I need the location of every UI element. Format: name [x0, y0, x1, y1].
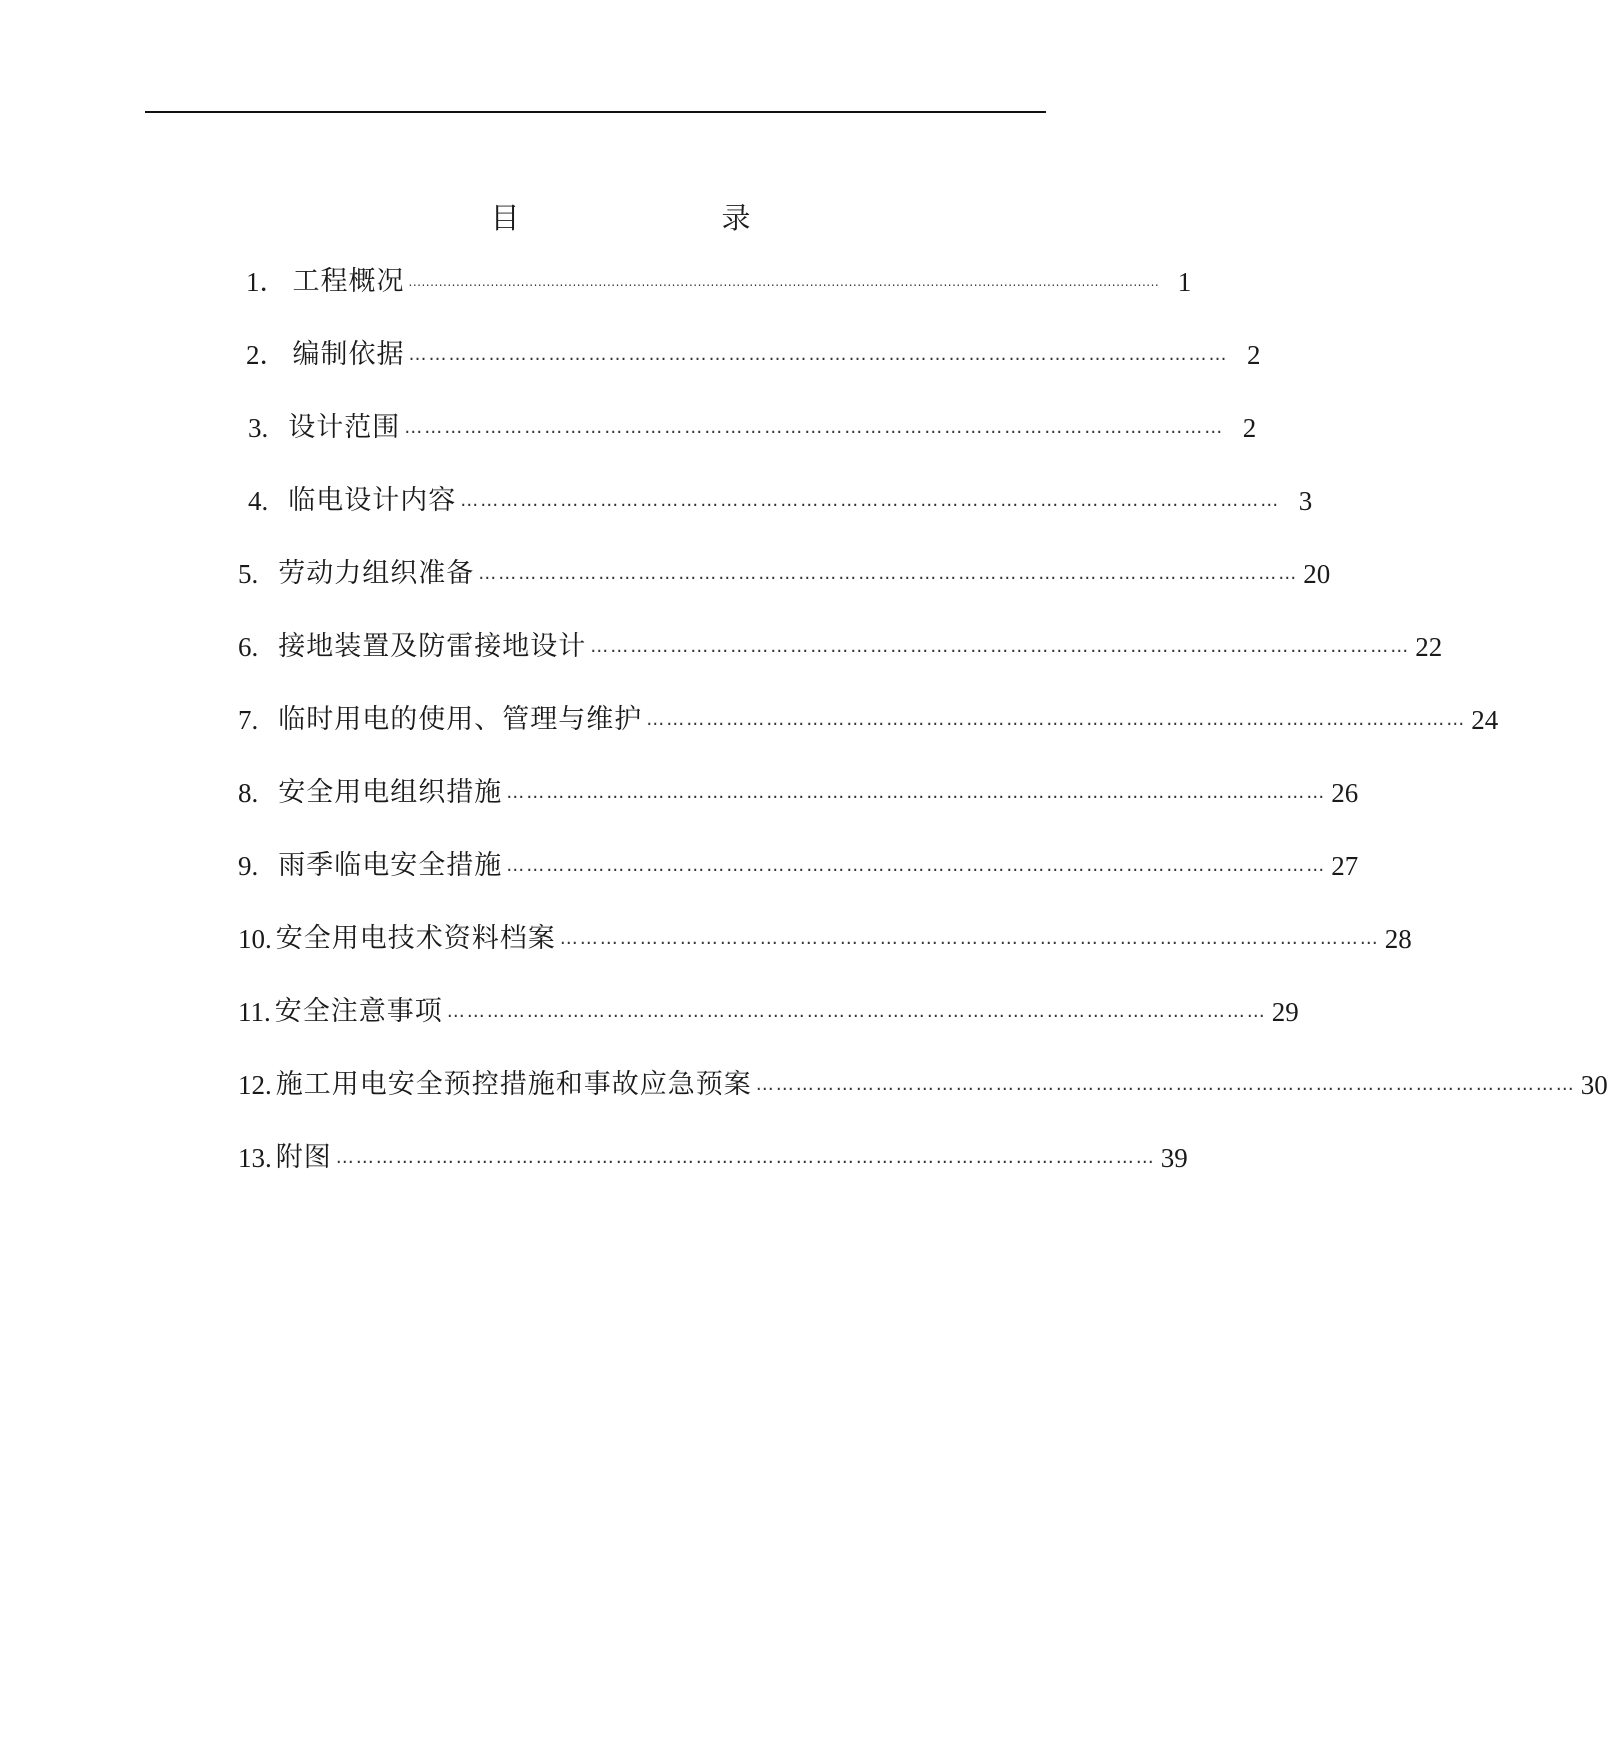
toc-entry-leader: …………………………………………………………………………………………………………… — [506, 855, 1327, 876]
toc-entry-number: 8. — [238, 778, 259, 808]
toc-entry[interactable] — [238, 773, 1359, 813]
toc-entry-number: 11. — [238, 997, 271, 1027]
toc-entry-page: 20 — [1303, 559, 1331, 589]
toc-entry-number: 1． — [246, 267, 287, 297]
toc-entry-leader: …………………………………………………………………………………………………………… — [446, 1001, 1267, 1022]
toc-entry-leader: …………………………………………………………………………………………………………… — [460, 490, 1281, 511]
toc-entry-number: 9. — [238, 851, 259, 881]
toc-entry[interactable] — [238, 992, 1299, 1032]
toc-entry-label: 编制依据 — [292, 339, 405, 370]
toc-entry-number: 6. — [238, 632, 259, 662]
toc-entry-leader: .............................................................................................................................................................................. — [408, 275, 1160, 289]
toc-entry-page: 29 — [1271, 997, 1299, 1027]
toc-entry-label: 安全用电技术资料档案 — [275, 923, 556, 954]
toc-entry-leader: …………………………………………………………………………………………………………… — [408, 344, 1229, 365]
toc-entry[interactable] — [238, 1138, 1188, 1178]
toc-entry-label: 安全注意事项 — [274, 996, 443, 1027]
toc-entry-label: 附图 — [275, 1142, 332, 1173]
toc-entry-number: 4. — [248, 486, 269, 516]
toc-entry-number: 5. — [238, 559, 259, 589]
toc-entry[interactable] — [238, 919, 1412, 959]
toc-entry[interactable] — [238, 846, 1359, 886]
toc-entry-page: 2 — [1242, 413, 1257, 443]
toc-title: 目 录 — [490, 201, 799, 235]
toc-entry-number: 7. — [238, 705, 259, 735]
toc-entry-page: 26 — [1331, 778, 1359, 808]
toc-entry-leader: …………………………………………………………………………………………………………… — [590, 636, 1411, 657]
toc-entry[interactable] — [238, 335, 1261, 375]
toc-entry[interactable] — [238, 554, 1331, 594]
toc-entry-label: 临电设计内容 — [288, 485, 457, 516]
toc-entry-leader: …………………………………………………………………………………………………………… — [646, 709, 1467, 730]
toc-entry[interactable] — [238, 1065, 1608, 1105]
toc-entry-leader: …………………………………………………………………………………………………………… — [755, 1074, 1576, 1095]
header-rule — [145, 111, 1046, 113]
toc-entry-label: 施工用电安全预控措施和事故应急预案 — [275, 1069, 752, 1100]
toc-entry-number: 2． — [246, 340, 287, 370]
toc-entry[interactable] — [238, 262, 1192, 302]
toc-entry-page: 1 — [1177, 267, 1192, 297]
toc-entry-page: 3 — [1298, 486, 1313, 516]
toc-entry-leader: …………………………………………………………………………………………………………… — [404, 417, 1225, 438]
toc-entry[interactable] — [238, 481, 1313, 521]
toc-entry-label: 安全用电组织措施 — [278, 777, 503, 808]
toc-entry-label: 接地装置及防雷接地设计 — [278, 631, 587, 662]
toc-entry-leader: …………………………………………………………………………………………………………… — [335, 1147, 1156, 1168]
toc-entry-leader: …………………………………………………………………………………………………………… — [506, 782, 1327, 803]
toc-entry-label: 工程概况 — [292, 266, 405, 297]
toc-entry-number: 10. — [238, 924, 272, 954]
toc-entry-page: 22 — [1415, 632, 1443, 662]
toc-entry-page: 39 — [1160, 1143, 1188, 1173]
toc-entry-label: 雨季临电安全措施 — [278, 850, 503, 881]
toc-entry[interactable] — [238, 408, 1257, 448]
toc-entry-page: 27 — [1331, 851, 1359, 881]
toc-entry[interactable] — [238, 627, 1443, 667]
toc-entry-leader: …………………………………………………………………………………………………………… — [478, 563, 1299, 584]
toc-entry-page: 24 — [1471, 705, 1499, 735]
toc-entry-page: 2 — [1247, 340, 1261, 370]
toc-entry-page: 28 — [1384, 924, 1412, 954]
toc-entry-leader: …………………………………………………………………………………………………………… — [559, 928, 1380, 949]
toc-entry-label: 劳动力组织准备 — [278, 558, 475, 589]
toc-entry-page: 30 — [1580, 1070, 1608, 1100]
toc-entry-number: 3. — [248, 413, 269, 443]
toc-entry-label: 临时用电的使用、管理与维护 — [278, 704, 643, 735]
toc-entry-number: 12. — [238, 1070, 272, 1100]
toc-entry-label: 设计范围 — [288, 412, 401, 443]
toc-entry-number: 13. — [238, 1143, 272, 1173]
toc-entry[interactable] — [238, 700, 1499, 740]
